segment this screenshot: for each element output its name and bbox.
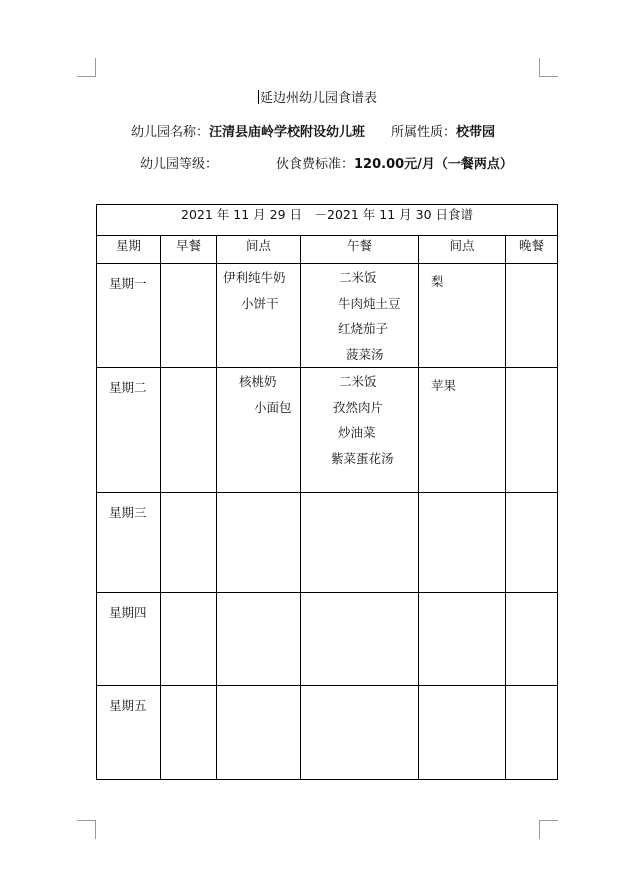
menu-table: [96, 204, 558, 780]
day-cell[interactable]: 星期四: [97, 593, 161, 686]
afternoon-snack-cell[interactable]: [419, 368, 506, 493]
meal-fee-label: 伙食费标准：: [276, 157, 355, 172]
table-row: [97, 686, 558, 780]
meal-fee-line: [276, 153, 513, 172]
breakfast-cell[interactable]: [161, 368, 217, 493]
menu-item: 菠菜汤: [346, 346, 384, 362]
ownership-type-line: [391, 121, 495, 140]
dinner-cell[interactable]: [506, 593, 558, 686]
afternoon-snack-cell[interactable]: [419, 593, 506, 686]
table-row: [97, 593, 558, 686]
menu-item: 小面包: [254, 399, 292, 415]
breakfast-cell[interactable]: [161, 493, 217, 593]
document-title-text: 延边州幼儿园食谱表: [260, 91, 378, 106]
menu-item: 紫菜蛋花汤: [331, 450, 394, 466]
day-cell[interactable]: 星期二: [97, 368, 161, 493]
date-range-row: [97, 205, 558, 236]
morning-snack-cell[interactable]: [217, 368, 301, 493]
lunch-cell[interactable]: [301, 593, 419, 686]
lunch-cell[interactable]: [301, 264, 419, 368]
corner-mark-bottom-left: [77, 820, 96, 839]
breakfast-cell[interactable]: [161, 686, 217, 780]
header-morning-snack[interactable]: 间点: [217, 236, 301, 264]
kindergarten-name-line: [131, 121, 365, 140]
menu-item: 核桃奶: [239, 374, 277, 389]
header-lunch[interactable]: 午餐: [301, 236, 419, 264]
menu-item: 牛肉炖土豆: [338, 295, 401, 311]
afternoon-snack-cell[interactable]: [419, 493, 506, 593]
menu-item: 梨: [431, 274, 444, 289]
header-breakfast[interactable]: 早餐: [161, 236, 217, 264]
menu-item: 小饼干: [241, 295, 279, 311]
ownership-type-label: 所属性质：: [391, 125, 457, 140]
morning-snack-cell[interactable]: [217, 593, 301, 686]
kindergarten-grade-label: 幼儿园等级：: [140, 157, 219, 172]
lunch-cell[interactable]: [301, 368, 419, 493]
dinner-cell[interactable]: [506, 686, 558, 780]
menu-item: 伊利纯牛奶: [223, 270, 286, 285]
breakfast-cell[interactable]: [161, 593, 217, 686]
kindergarten-name-label: 幼儿园名称：: [131, 125, 210, 140]
menu-item: 二米饭: [339, 374, 377, 389]
dinner-cell[interactable]: [506, 368, 558, 493]
header-weekday[interactable]: 星期: [97, 236, 161, 264]
afternoon-snack-cell[interactable]: [419, 686, 506, 780]
day-cell[interactable]: 星期五: [97, 686, 161, 780]
day-cell[interactable]: 星期一: [97, 264, 161, 368]
table-header-row: [97, 236, 558, 264]
table-row: [97, 493, 558, 593]
dinner-cell[interactable]: [506, 264, 558, 368]
corner-mark-top-left: [77, 58, 96, 77]
header-afternoon-snack[interactable]: 间点: [419, 236, 506, 264]
lunch-cell[interactable]: [301, 493, 419, 593]
meal-fee-value: 120.00元/月（一餐两点）: [354, 157, 513, 172]
menu-item: 二米饭: [339, 270, 377, 285]
afternoon-snack-cell[interactable]: [419, 264, 506, 368]
document-title[interactable]: [258, 87, 377, 106]
corner-mark-top-right: [539, 58, 558, 77]
morning-snack-cell[interactable]: [217, 264, 301, 368]
corner-mark-bottom-right: [539, 820, 558, 839]
date-range-cell[interactable]: 2021 年 11 月 29 日 －2021 年 11 月 30 日食谱: [97, 205, 558, 236]
kindergarten-name-value: 汪清县庙岭学校附设幼儿班: [209, 125, 366, 140]
header-dinner[interactable]: 晚餐: [506, 236, 558, 264]
menu-item: 炒油菜: [338, 425, 376, 440]
ownership-type-value: 校带园: [456, 125, 496, 140]
day-cell[interactable]: 星期三: [97, 493, 161, 593]
menu-item: 红烧茄子: [338, 321, 389, 336]
menu-item: 苹果: [431, 378, 457, 393]
kindergarten-grade-line: [140, 153, 218, 172]
breakfast-cell[interactable]: [161, 264, 217, 368]
lunch-cell[interactable]: [301, 686, 419, 780]
menu-item: 孜然肉片: [333, 399, 384, 415]
dinner-cell[interactable]: [506, 493, 558, 593]
morning-snack-cell[interactable]: [217, 493, 301, 593]
text-cursor: [258, 90, 259, 104]
table-row: [97, 264, 558, 368]
morning-snack-cell[interactable]: [217, 686, 301, 780]
table-row: [97, 368, 558, 493]
